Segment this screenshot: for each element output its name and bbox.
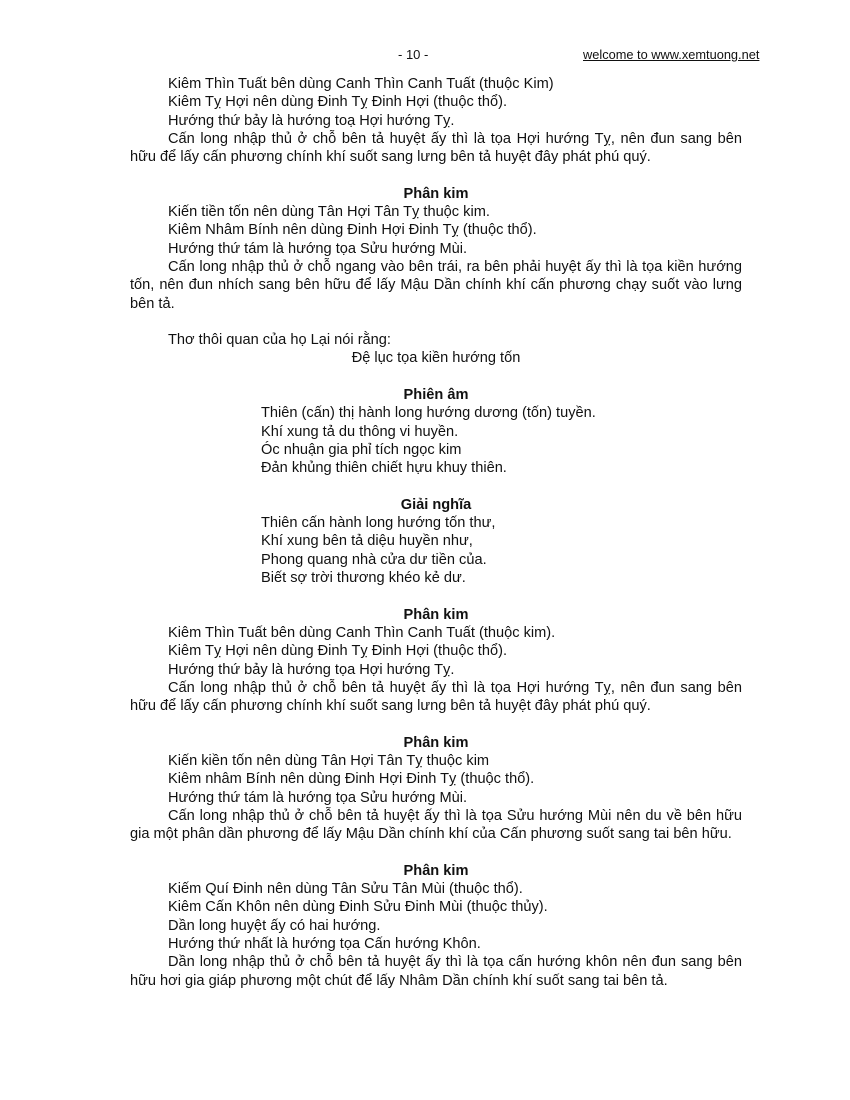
site-link[interactable]: welcome to www.xemtuong.net — [583, 47, 760, 62]
section-heading: Phiên âm — [403, 387, 469, 404]
text-line: Thơ thôi quan của họ Lại nói rằng: — [168, 332, 391, 349]
page-header — [0, 47, 850, 67]
text-line: Kiêm Thìn Tuất bên dùng Canh Thìn Canh Tuất (thuộc kim). — [168, 624, 556, 641]
paragraph — [130, 258, 742, 313]
text-line: Hướng thứ tám là hướng tọa Sửu hướng Mùi. — [168, 789, 468, 806]
text-line: Dần long huyệt ấy có hai hướng. — [168, 917, 381, 934]
text-line: Kiêm Nhâm Bính nên dùng Đinh Hợi Đinh Tỵ (thuộc thổ). — [168, 222, 537, 239]
text-line: Kiến tiền tốn nên dùng Tân Hợi Tân Tỵ thuộc kim. — [168, 204, 490, 221]
text-line: Hướng thứ tám là hướng tọa Sửu hướng Mùi. — [168, 240, 468, 257]
poem-line: Phong quang nhà cửa dư tiền của. — [261, 551, 487, 568]
text-line: Kiêm Cấn Khôn nên dùng Đinh Sửu Đinh Mùi (thuộc thủy). — [168, 899, 548, 916]
section-heading: Phân kim — [403, 734, 469, 751]
page-number: - 10 - — [398, 47, 429, 62]
paragraph-text: Cấn long nhập thủ ở chỗ bên tả huyệt ấy thì là tọa Hợi hướng Tỵ, nên đun sang bên hữu để lấy cấn phương chính khí suốt sang lưng bên tả huyệt đây phát phú quý. — [130, 679, 742, 715]
blank-line — [130, 478, 742, 496]
poem-line: Đản khủng thiên chiết hựu khuy thiên. — [261, 460, 507, 477]
paragraph — [130, 807, 742, 844]
poem-line: Thiên (cấn) thị hành long hướng dương (tốn) tuyền. — [261, 405, 596, 422]
blank-line — [130, 313, 742, 331]
poem-title: Đệ lục tọa kiền hướng tốn — [351, 350, 521, 367]
paragraph-text: Dần long nhập thủ ở chỗ bên tả huyệt ấy thì là tọa cấn hướng khôn nên đun sang bên hữu hơi gia giáp phương một chút để lấy Nhâm Dần chính khí suốt sang tai bên tả. — [130, 954, 742, 989]
section-heading: Phân kim — [403, 862, 469, 879]
blank-line — [130, 166, 742, 184]
poem-line: Khí xung bên tả diệu huyền như, — [261, 533, 473, 550]
text-line: Kiếm Quí Đinh nên dùng Tân Sửu Tân Mùi (thuộc thổ). — [168, 881, 523, 898]
blank-line — [130, 587, 742, 605]
paragraph — [130, 679, 742, 716]
poem-line: Biết sợ trời thương khéo kẻ dư. — [261, 570, 466, 587]
section-heading: Phân kim — [403, 606, 469, 623]
paragraph-text: Cấn long nhập thủ ở chỗ ngang vào bên trái, ra bên phải huyệt ấy thì là tọa kiền hướng tốn, nên đun nhích sang bên hữu để lấy Mậu Dần chính khí cấn phương chạy suốt vào lưng bên tả. — [130, 258, 742, 312]
paragraph — [130, 953, 742, 990]
blank-line — [130, 715, 742, 733]
text-line: Hướng thứ bảy là hướng tọa Hợi hướng Tỵ. — [168, 661, 455, 678]
poem-line: Khí xung tả du thông vi huyền. — [261, 423, 459, 440]
paragraph — [130, 130, 742, 167]
text-line: Kiêm Tỵ Hợi nên dùng Đinh Tỵ Đinh Hợi (thuộc thổ). — [168, 643, 507, 660]
document-body — [130, 75, 742, 990]
poem-line: Thiên cấn hành long hướng tốn thư, — [261, 515, 496, 532]
text-line: Kiêm nhâm Bính nên dùng Đinh Hợi Đinh Tỵ (thuộc thổ). — [168, 771, 535, 788]
blank-line — [130, 843, 742, 861]
text-line: Hướng thứ nhất là hướng tọa Cấn hướng Khôn. — [168, 935, 481, 952]
paragraph-text: Cấn long nhập thủ ở chỗ bên tả huyệt ấy thì là tọa Sửu hướng Mùi nên du về bên hữu gia một phân dần phương để lấy Mậu Dần chính khí của Cấn phương suốt sang tai bên hữu. — [130, 807, 742, 843]
section-heading: Phân kim — [403, 185, 469, 202]
poem-line: Óc nhuận gia phỉ tích ngọc kim — [261, 441, 462, 458]
paragraph-text: Cấn long nhập thủ ở chỗ bên tả huyệt ấy thì là tọa Hợi hướng Tỵ, nên đun sang bên hữu để lấy cấn phương chính khí suốt sang lưng bên tả huyệt đây phát phú quý. — [130, 130, 742, 166]
text-line: Kiêm Thìn Tuất bên dùng Canh Thìn Canh Tuất (thuộc Kim) — [168, 76, 554, 92]
text-line: Kiêm Tỵ Hợi nên dùng Đinh Tỵ Đinh Hợi (thuộc thổ). — [168, 94, 507, 111]
text-line: Kiến kiền tốn nên dùng Tân Hợi Tân Tỵ thuộc kim — [168, 752, 490, 769]
text-line: Hướng thứ bảy là hướng toạ Hợi hướng Tỵ. — [168, 112, 455, 129]
section-heading: Giải nghĩa — [400, 496, 472, 513]
blank-line — [130, 368, 742, 386]
